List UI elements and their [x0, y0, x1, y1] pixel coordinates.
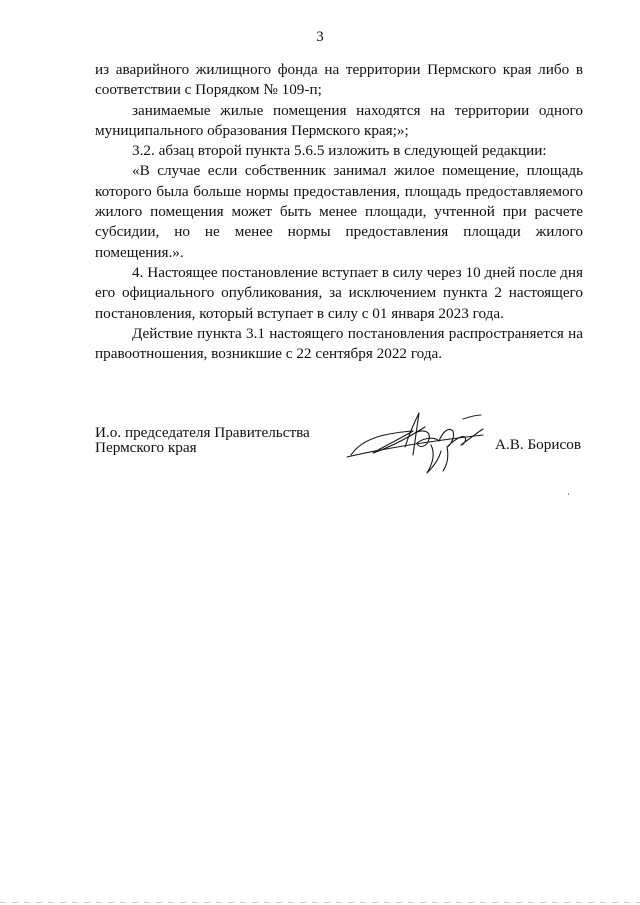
paragraph: из аварийного жилищного фонда на территории Пермского края либо в соответствии с Порядком № 109-п; — [95, 61, 583, 99]
page-bottom-edge — [0, 902, 640, 903]
signatory-title-line: Пермского края — [95, 439, 197, 456]
signatory-title — [95, 425, 310, 455]
handwritten-signature-icon — [343, 407, 493, 479]
signatory-name: А.В. Борисов — [494, 436, 581, 453]
page-number: 3 — [316, 29, 324, 45]
paragraph: Действие пункта 3.1 настоящего постановления распространяется на правоотношения, возникшие с 22 сентября 2022 года. — [95, 324, 583, 363]
signature-block — [95, 425, 583, 485]
paragraph: 4. Настоящее постановление вступает в силу через 10 дней после дня его официального опубликования, за исключением пункта 2 настоящего постановления, который вступает в силу с 01 января 2023 года. — [95, 263, 583, 322]
scan-artifact — [568, 493, 569, 495]
paragraph: 3.2. абзац второй пункта 5.6.5 изложить в следующей редакции: — [132, 142, 547, 160]
paragraph: «В случае если собственник занимал жилое помещение, площадь которого была больше нормы предоставления, площадь предоставляемого жилого помещения может быть менее площади, учтенной при расчете субсидии, но не менее нормы предоставления площади жилого помещения.». — [95, 162, 583, 261]
signatory-title-line: И.о. председателя Правительства — [95, 424, 310, 441]
paragraph: занимаемые жилые помещения находятся на территории одного муниципального образования Пермского края;»; — [95, 101, 583, 139]
document-body — [95, 60, 583, 364]
